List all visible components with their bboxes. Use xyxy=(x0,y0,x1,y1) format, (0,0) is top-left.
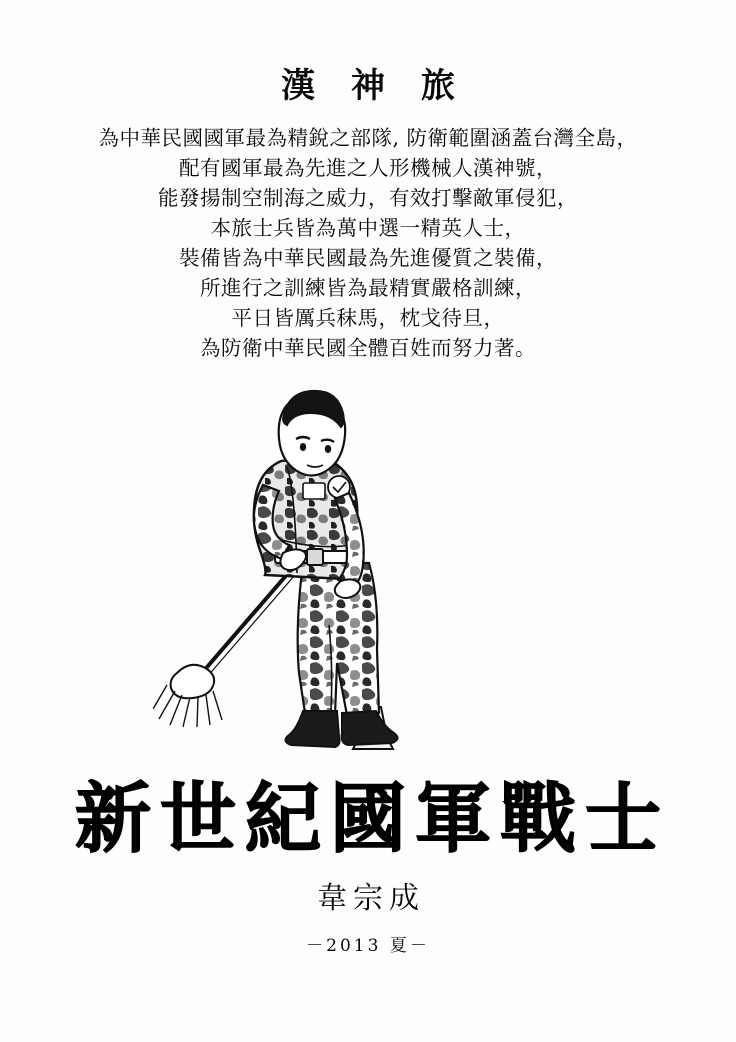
description-line: 本旅士兵皆為萬中選一精英人士， xyxy=(210,216,526,241)
description-line: 為中華民國國軍最為精銳之部隊, 防衛範圍涵蓋台灣全島， xyxy=(98,126,638,151)
description-line: 為防衛中華民國全體百姓而努力著。 xyxy=(200,336,536,361)
author-name: 韋宗成 xyxy=(317,881,425,917)
page-title: 漢 神 旅 xyxy=(281,66,467,106)
description-line: 平日皆厲兵秣馬，枕戈待旦， xyxy=(231,306,505,331)
illustration-area xyxy=(0,375,736,775)
soldier-head xyxy=(279,391,346,476)
description-line: 所進行之訓練皆為最精實嚴格訓練， xyxy=(200,276,536,301)
description-line: 裝備皆為中華民國最為先進優質之裝備， xyxy=(179,246,557,271)
description-line: 配有國軍最為先進之人形機械人漢神號， xyxy=(179,156,557,181)
soldier-sweeping-illustration xyxy=(153,375,583,775)
description-line: 能發揚制空制海之威力，有效打擊敵軍侵犯， xyxy=(158,186,578,211)
date-label: －2013 夏－ xyxy=(306,936,430,957)
description-block xyxy=(58,123,678,363)
main-title: 新世紀國軍戰士 xyxy=(75,774,670,864)
